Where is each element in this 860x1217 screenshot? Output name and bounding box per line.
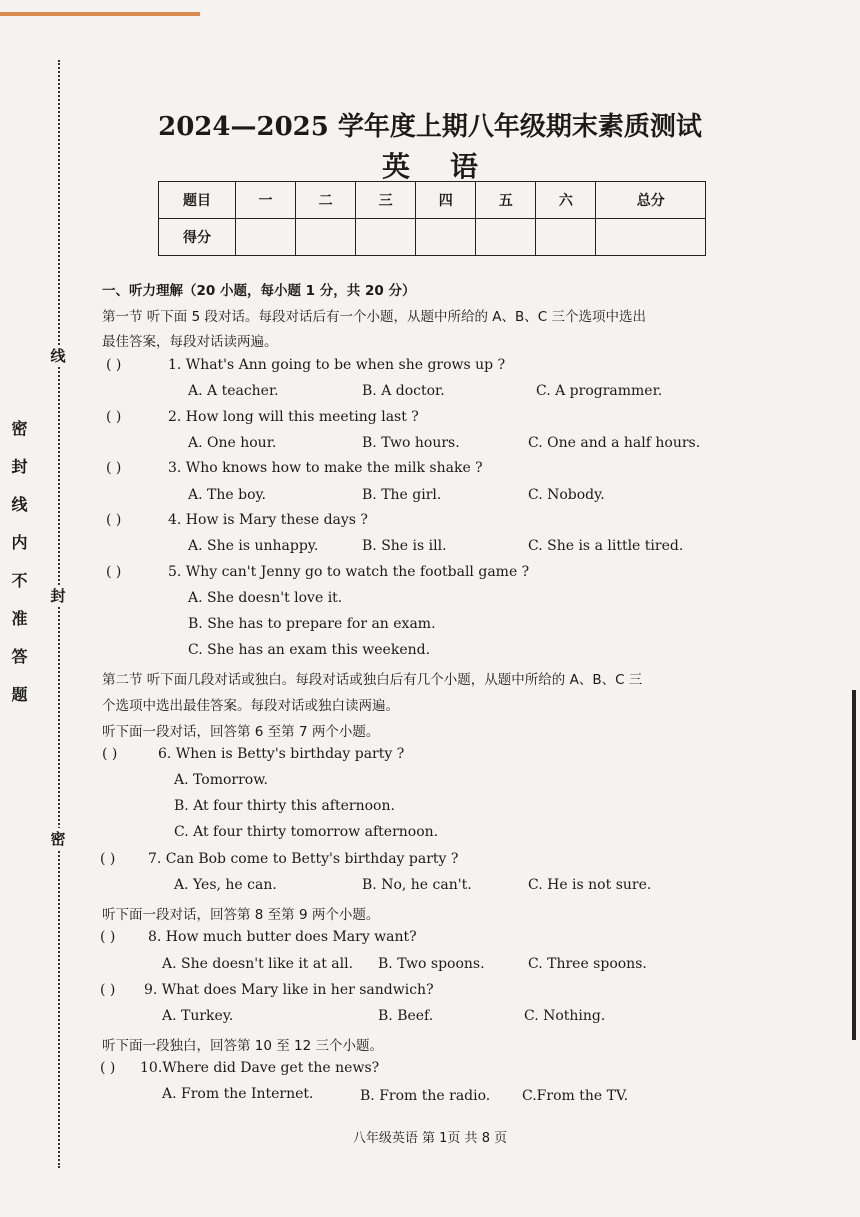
option-c: C. She has an exam this weekend. xyxy=(188,642,431,658)
option-b: B. Two hours. xyxy=(362,435,460,451)
option-c: C. He is not sure. xyxy=(528,877,652,893)
section1-instruction-1: 第一节 听下面 5 段对话。每段对话后有一个小题，从题中所给的 A、B、C 三个选项中选出 xyxy=(102,309,646,325)
score-table-header-row xyxy=(159,182,706,219)
answer-paren[interactable]: ( ) xyxy=(100,1060,116,1076)
option-c: C.From the TV. xyxy=(522,1088,629,1104)
question-stem: 8. How much butter does Mary want? xyxy=(148,929,417,945)
option-b: B. The girl. xyxy=(362,487,442,503)
question-stem: 10.Where did Dave get the news? xyxy=(140,1060,380,1076)
answer-paren[interactable]: ( ) xyxy=(106,409,122,425)
score-blank-cell[interactable] xyxy=(416,219,476,256)
option-c: C. One and a half hours. xyxy=(528,435,701,451)
section2-instruction-2: 个选项中选出最佳答案。每段对话或独白读两遍。 xyxy=(102,698,399,714)
option-b: B. She is ill. xyxy=(362,538,447,554)
instruction-q6-7: 听下面一段对话，回答第 6 至第 7 两个小题。 xyxy=(102,724,380,740)
score-header-cell: 题目 xyxy=(159,182,236,219)
exam-title: 2024—2025 学年度上期八年级期末素质测试 xyxy=(158,112,702,142)
question-stem: 3. Who knows how to make the milk shake ? xyxy=(168,460,483,476)
option-c: C. Nothing. xyxy=(524,1008,606,1024)
option-a: A. Turkey. xyxy=(162,1008,234,1024)
option-a: A. From the Internet. xyxy=(162,1086,314,1102)
option-a: A. She is unhappy. xyxy=(188,538,319,554)
option-a: A. She doesn't like it at all. xyxy=(162,956,354,972)
score-table xyxy=(158,181,706,256)
page-footer: 八年级英语 第 1页 共 8 页 xyxy=(352,1131,508,1146)
part1-heading: 一、听力理解（20 小题，每小题 1 分，共 20 分） xyxy=(102,283,416,299)
score-blank-cell[interactable] xyxy=(296,219,356,256)
answer-paren[interactable]: ( ) xyxy=(102,746,118,762)
option-a: A. Tomorrow. xyxy=(174,772,268,788)
question-stem: 7. Can Bob come to Betty's birthday party ? xyxy=(148,851,459,867)
score-blank-cell[interactable] xyxy=(596,219,706,256)
score-header-cell: 四 xyxy=(416,182,476,219)
answer-paren[interactable]: ( ) xyxy=(100,851,116,867)
question-stem: 2. How long will this meeting last ? xyxy=(168,409,419,425)
option-c: C. At four thirty tomorrow afternoon. xyxy=(174,824,439,840)
binding-warning: 密封线内不准答题 xyxy=(9,420,28,724)
option-b: B. At four thirty this afternoon. xyxy=(174,798,395,814)
question-stem: 6. When is Betty's birthday party ? xyxy=(158,746,405,762)
option-a: A. Yes, he can. xyxy=(174,877,277,893)
score-header-cell: 六 xyxy=(536,182,596,219)
question-stem: 1. What's Ann going to be when she grows up ? xyxy=(168,357,506,373)
answer-paren[interactable]: ( ) xyxy=(106,564,122,580)
top-color-strip xyxy=(0,12,200,16)
option-b: B. She has to prepare for an exam. xyxy=(188,616,436,632)
exam-subject: 英语 xyxy=(381,150,518,183)
answer-paren[interactable]: ( ) xyxy=(106,357,122,373)
option-c: C. Three spoons. xyxy=(528,956,647,972)
instruction-q8-9: 听下面一段对话，回答第 8 至第 9 两个小题。 xyxy=(102,907,380,923)
score-header-cell: 二 xyxy=(296,182,356,219)
score-header-cell: 三 xyxy=(356,182,416,219)
option-a: A. She doesn't love it. xyxy=(188,590,343,606)
score-blank-cell[interactable] xyxy=(356,219,416,256)
option-c: C. Nobody. xyxy=(528,487,605,503)
option-a: A. The boy. xyxy=(188,487,266,503)
answer-paren[interactable]: ( ) xyxy=(100,929,116,945)
question-stem: 9. What does Mary like in her sandwich? xyxy=(144,982,434,998)
binding-label-xian: 线 xyxy=(50,347,66,365)
binding-label-feng: 封 xyxy=(50,587,66,605)
section2-instruction-1: 第二节 听下面几段对话或独白。每段对话或独白后有几个小题，从题中所给的 A、B、C 三 xyxy=(102,672,643,688)
page-edge-shadow xyxy=(852,690,856,1040)
option-a: A. One hour. xyxy=(188,435,277,451)
score-blank-cell[interactable] xyxy=(536,219,596,256)
score-blank-cell[interactable] xyxy=(476,219,536,256)
option-b: B. From the radio. xyxy=(360,1088,491,1104)
option-b: B. Beef. xyxy=(378,1008,434,1024)
answer-paren[interactable]: ( ) xyxy=(106,512,122,528)
option-c: C. A programmer. xyxy=(536,383,663,399)
score-table-score-row xyxy=(159,219,706,256)
option-b: B. No, he can't. xyxy=(362,877,472,893)
question-stem: 4. How is Mary these days ? xyxy=(168,512,368,528)
binding-label-mi: 密 xyxy=(50,830,66,848)
binding-dotted-line xyxy=(58,60,60,1168)
score-header-cell: 一 xyxy=(236,182,296,219)
section1-instruction-2: 最佳答案，每段对话读两遍。 xyxy=(102,334,278,350)
option-b: B. A doctor. xyxy=(362,383,445,399)
score-header-cell: 总分 xyxy=(596,182,706,219)
score-header-cell: 五 xyxy=(476,182,536,219)
option-c: C. She is a little tired. xyxy=(528,538,684,554)
option-a: A. A teacher. xyxy=(188,383,279,399)
score-blank-cell[interactable] xyxy=(236,219,296,256)
instruction-q10-12: 听下面一段独白，回答第 10 至 12 三个小题。 xyxy=(102,1038,384,1054)
answer-paren[interactable]: ( ) xyxy=(100,982,116,998)
score-row-label: 得分 xyxy=(159,219,236,256)
question-stem: 5. Why can't Jenny go to watch the football game ? xyxy=(168,564,530,580)
option-b: B. Two spoons. xyxy=(378,956,485,972)
answer-paren[interactable]: ( ) xyxy=(106,460,122,476)
